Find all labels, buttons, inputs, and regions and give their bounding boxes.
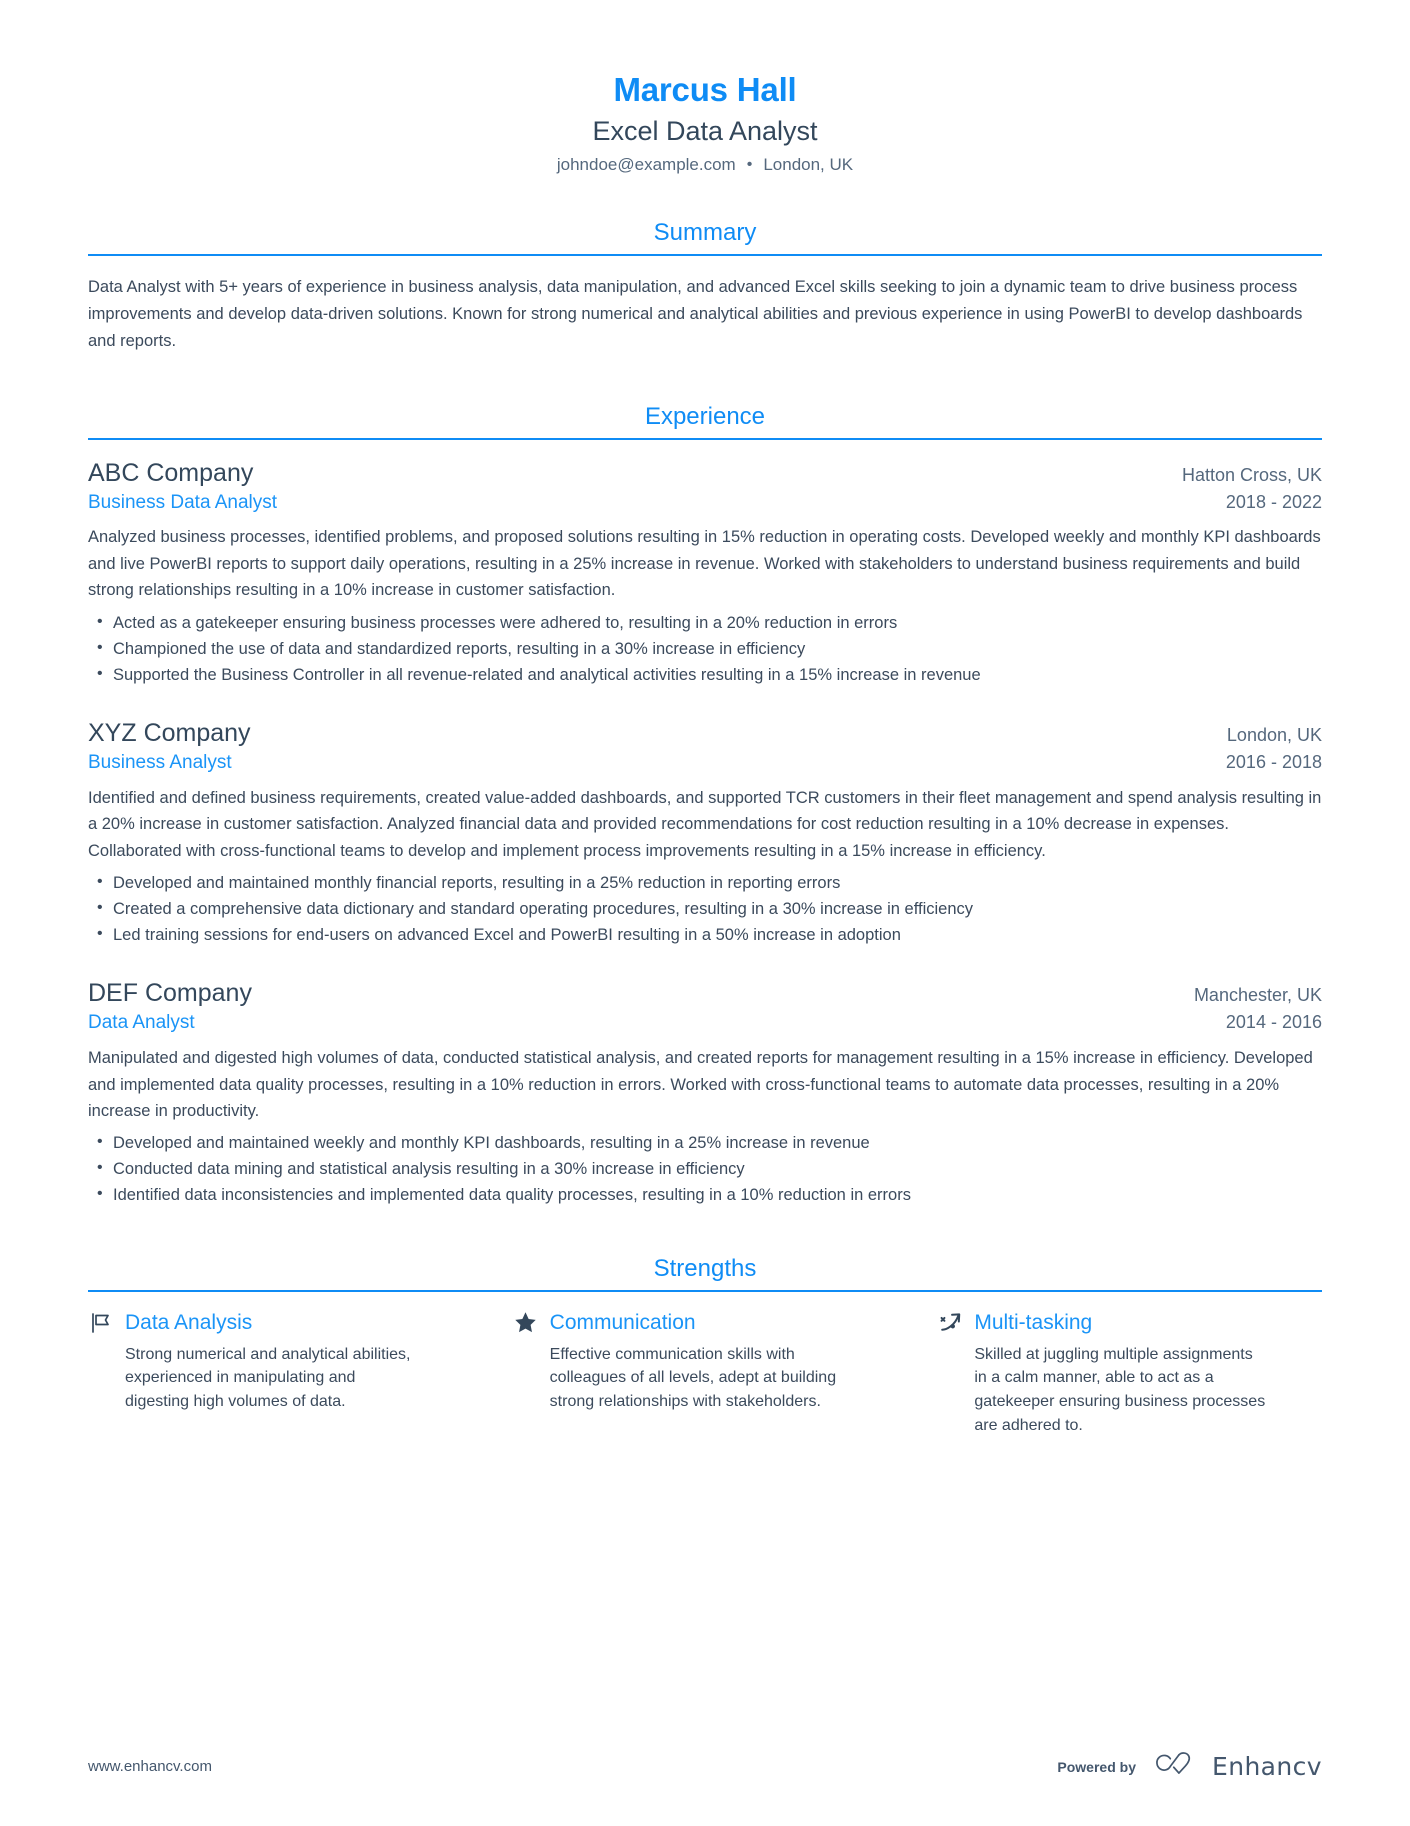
experience-entry-subheader: [88, 751, 1322, 776]
job-dates: 2016 - 2018: [1225, 752, 1322, 773]
summary-section-title: Summary: [653, 219, 757, 247]
job-bullet-list: [88, 1131, 1322, 1208]
job-bullet: • Acted as a gatekeeper ensuring business processes were adhered to, resulting in a 20% reduction in errors: [88, 611, 1322, 636]
star-icon: [513, 1310, 539, 1336]
strength-item: [513, 1310, 898, 1438]
footer-website-url[interactable]: www.enhancv.com: [88, 1758, 212, 1775]
strength-item: [937, 1310, 1322, 1438]
strengths-grid: [88, 1310, 1322, 1438]
strength-name: Multi-tasking: [974, 1310, 1093, 1334]
strengths-body: [88, 1292, 1322, 1438]
job-role: Business Data Analyst: [88, 491, 278, 513]
summary-text: Data Analyst with 5+ years of experience in business analysis, data manipulation, and advanced Excel skills seeking to join a dynamic team to drive business process improvements and develop data-driven solutions. Known for strong numerical and analytical abilities and previous experience in using PowerBI to develop dashboards and reports.: [88, 278, 1303, 350]
job-description: Manipulated and digested high volumes of data, conducted statistical analysis, and created reports for management resulting in a 15% increase in efficiency. Developed and implemented data quality processes, resulting in a 10% reduction in errors. Worked with cross-functional teams to automate data processes, resulting in a 20% increase in productivity.: [88, 1049, 1313, 1120]
company-location: London, UK: [1226, 724, 1322, 745]
growth-arrow-icon: [937, 1310, 963, 1336]
experience-entry-header: [88, 978, 1322, 1009]
experience-entry: [88, 978, 1322, 1208]
job-dates: 2014 - 2016: [1225, 1012, 1322, 1033]
job-bullet-list: [88, 611, 1322, 688]
job-role: Data Analyst: [88, 1012, 195, 1034]
job-bullet: • Developed and maintained monthly financial reports, resulting in a 25% reduction in reporting errors: [88, 871, 1322, 896]
job-bullet: • Developed and maintained weekly and monthly KPI dashboards, resulting in a 25% increase in revenue: [88, 1131, 1322, 1156]
strength-description: Skilled at juggling multiple assignments in a calm manner, able to act as a gatekeeper ensuring business processes are adhered to.: [974, 1345, 1266, 1434]
company-location: Manchester, UK: [1193, 985, 1322, 1006]
summary-body: [88, 256, 1322, 354]
job-bullet: • Supported the Business Controller in all revenue-related and analytical activities resulting in a 15% increase in revenue: [88, 663, 1322, 688]
experience-entry: [88, 458, 1322, 688]
job-dates: 2018 - 2022: [1225, 491, 1322, 512]
enhancv-brand-name: Enhancv: [1212, 1752, 1322, 1781]
company-location: Hatton Cross, UK: [1181, 464, 1322, 485]
strength-header: [937, 1310, 1322, 1336]
job-description: Identified and defined business requirements, created value-added dashboards, and supported TCR customers in their fleet management and spend analysis resulting in a 20% increase in customer satisfaction. Analyzed financial data and provided recommendations for cost reduction resulting in a 10% decrease in expenses. Collaborated with cross-functional teams to develop and implement process improvements resulting in a 15% increase in efficiency.: [88, 788, 1322, 860]
experience-entry-header: [88, 458, 1322, 489]
candidate-name: Marcus Hall: [613, 71, 797, 108]
enhancv-logo-icon: [1154, 1749, 1200, 1784]
flag-icon: [88, 1310, 114, 1336]
job-role: Business Analyst: [88, 752, 232, 774]
experience-body: [88, 440, 1322, 1209]
company-name: DEF Company: [88, 979, 252, 1008]
strength-name: Data Analysis: [125, 1310, 253, 1334]
resume-header: [88, 0, 1322, 175]
summary-section: [88, 219, 1322, 354]
strength-name: Communication: [549, 1310, 696, 1334]
experience-entry-header: [88, 718, 1322, 749]
powered-by-label: Powered by: [1057, 1758, 1136, 1775]
footer-branding: [1057, 1749, 1322, 1784]
strengths-section: [88, 1255, 1322, 1438]
strength-item: [88, 1310, 473, 1438]
contact-line: [88, 155, 1322, 175]
job-description: Analyzed business processes, identified problems, and proposed solutions resulting in 15% reduction in operating costs. Developed weekly and monthly KPI dashboards and live PowerBI reports to support daily operations, resulting in a 25% increase in revenue. Worked with stakeholders to understand business requirements and build strong relationships resulting in a 10% increase in customer satisfaction.: [88, 528, 1321, 600]
job-bullet-list: [88, 871, 1322, 948]
candidate-job-title: Excel Data Analyst: [592, 115, 818, 146]
experience-section-title: Experience: [644, 402, 766, 430]
contact-email[interactable]: johndoe@example.com: [556, 155, 736, 175]
enhancv-brand: [1154, 1749, 1322, 1784]
job-bullet: • Conducted data mining and statistical analysis resulting in a 30% increase in efficiency: [88, 1157, 1322, 1182]
experience-section: [88, 403, 1322, 1209]
experience-entry: [88, 718, 1322, 948]
bullet-separator-icon: •: [746, 156, 753, 174]
page-footer: [88, 1749, 1322, 1784]
company-name: ABC Company: [88, 458, 254, 487]
contact-location: London, UK: [763, 155, 854, 175]
strength-description: Effective communication skills with colleagues of all levels, adept at building strong relationships with stakeholders.: [549, 1345, 837, 1411]
job-bullet: • Identified data inconsistencies and implemented data quality processes, resulting in a 10% reduction in errors: [88, 1183, 1322, 1208]
strength-header: [88, 1310, 473, 1336]
strengths-section-title: Strengths: [653, 1254, 757, 1282]
strength-description: Strong numerical and analytical abilities, experienced in manipulating and digesting high volumes of data.: [125, 1345, 411, 1411]
job-bullet: • Created a comprehensive data dictionary and standard operating procedures, resulting in a 30% increase in efficiency: [88, 897, 1322, 922]
strength-header: [513, 1310, 898, 1336]
experience-entry-subheader: [88, 491, 1322, 516]
job-bullet: • Championed the use of data and standardized reports, resulting in a 30% increase in efficiency: [88, 637, 1322, 662]
job-bullet: • Led training sessions for end-users on advanced Excel and PowerBI resulting in a 50% increase in adoption: [88, 923, 1322, 948]
company-name: XYZ Company: [88, 718, 251, 747]
experience-entry-subheader: [88, 1011, 1322, 1036]
